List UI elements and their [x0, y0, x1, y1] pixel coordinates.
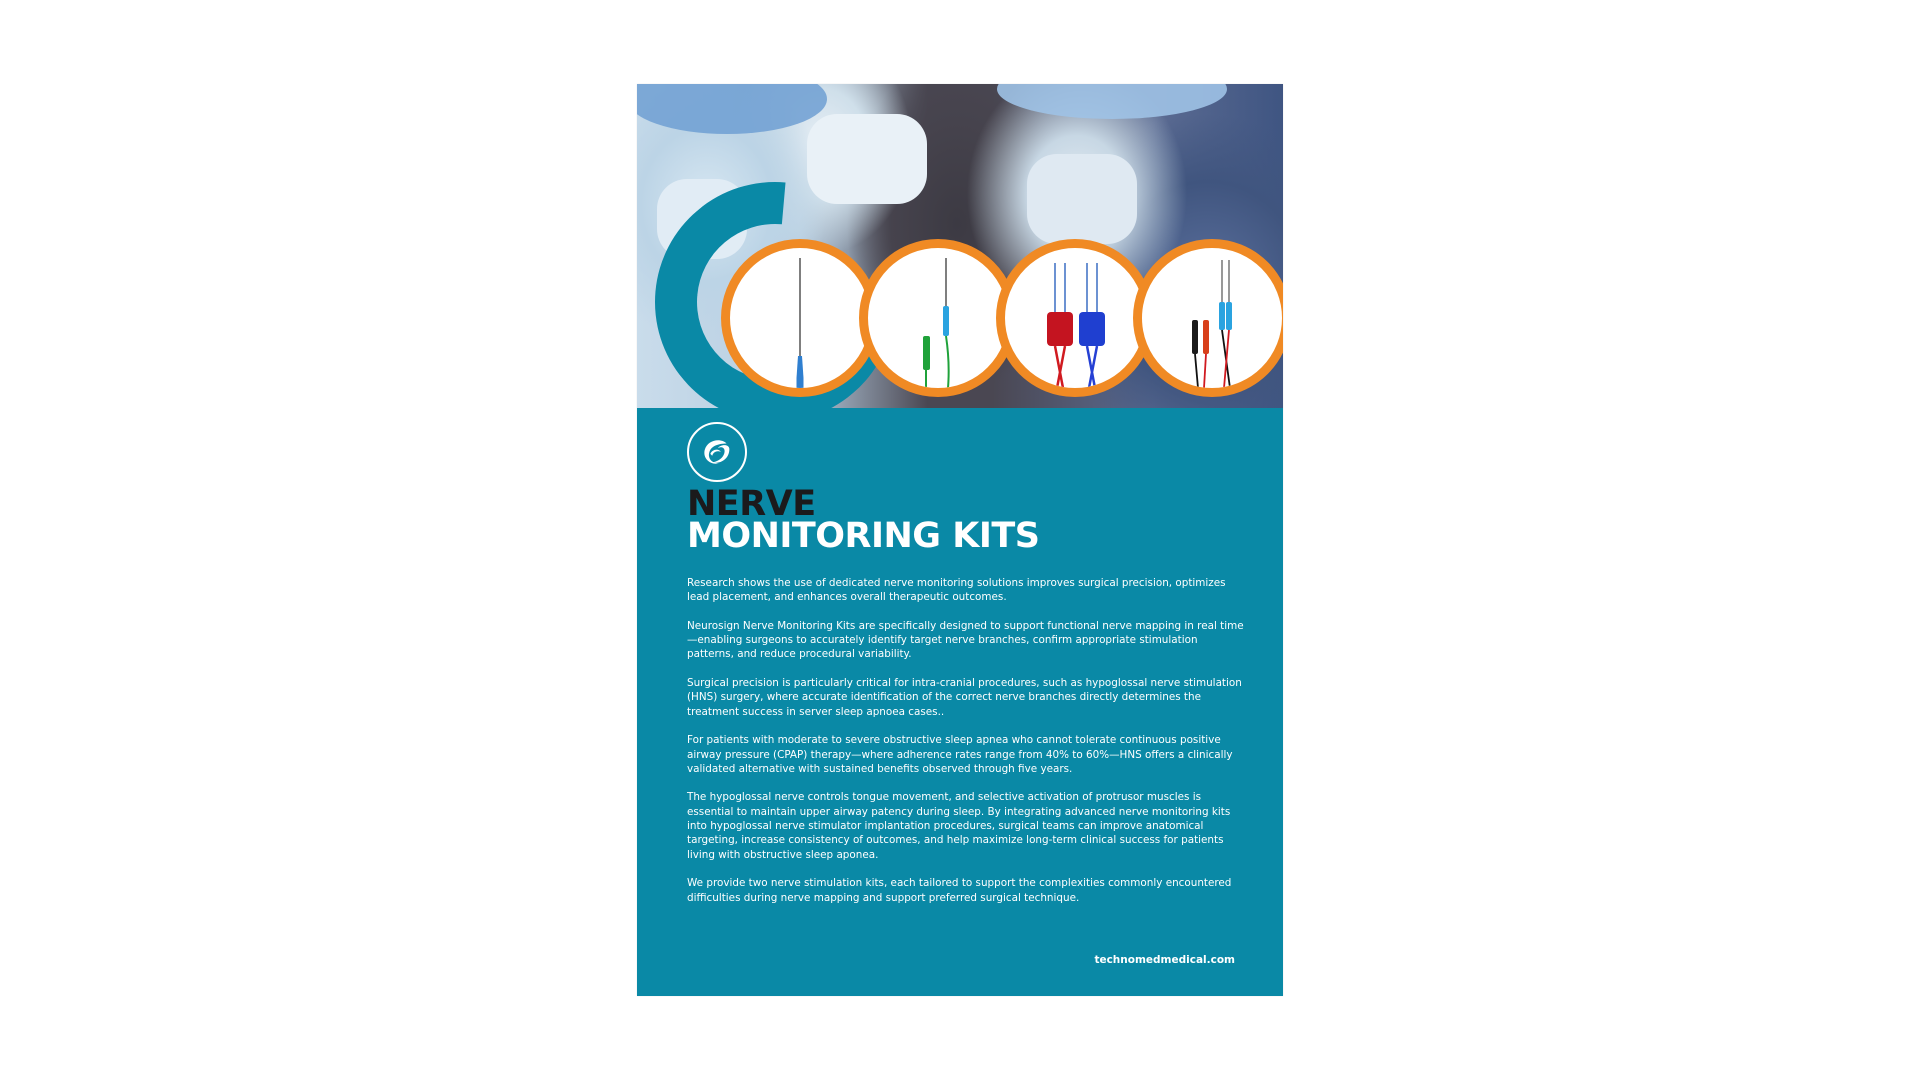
paired-electrodes-icon: [1005, 248, 1145, 388]
paragraph: Research shows the use of dedicated nerve monitoring solutions improves surgical precision, optimizes lead placement, and enhances overall therapeutic outcomes.: [687, 577, 1226, 604]
product-circle-electrode-set: [1133, 239, 1283, 397]
surgical-cap-shape: [997, 84, 1227, 119]
website-url: technomedmedical.com: [1094, 954, 1235, 966]
product-circle-bipolar-red-blue: [996, 239, 1154, 397]
technomed-swirl-logo-icon: [698, 433, 736, 471]
product-circle-green-lead: [859, 239, 1017, 397]
page-title: [687, 484, 1040, 556]
paragraph: We provide two nerve stimulation kits, each tailored to support the complexities commonly encountered difficulties during nerve mapping and support preferred surgical technique.: [687, 877, 1232, 904]
paragraph: For patients with moderate to severe obstructive sleep apnea who cannot tolerate continuous positive airway pressure (CPAP) therapy—where adherence rates range from 40% to 60%—HNS offers a clinically validated alternative with sustained benefits observed through five years.: [687, 734, 1233, 775]
company-logo: [687, 422, 747, 482]
surgical-mask-shape: [1027, 154, 1137, 244]
paragraph: Surgical precision is particularly critical for intra-cranial procedures, such as hypoglossal nerve stimulation (HNS) surgery, where accurate identification of the correct nerve branches directly determines the treatment success in server sleep apnoea cases..: [687, 677, 1242, 718]
electrode-set-icon: [1142, 248, 1282, 388]
product-circle-single-needle: [721, 239, 879, 397]
body-copy: [687, 576, 1247, 919]
surgical-cap-shape: [637, 84, 827, 134]
needle-electrode-icon: [730, 248, 870, 388]
paragraph: The hypoglossal nerve controls tongue movement, and selective activation of protrusor muscles is essential to maintain upper airway patency during sleep. By integrating advanced nerve monitoring kits into hypoglossal nerve stimulator implantation procedures, surgical teams can improve anatomical targeting, increase consistency of outcomes, and help maximize long-term clinical success for patients living with obstructive sleep aponea.: [687, 791, 1231, 861]
paragraph: Neurosign Nerve Monitoring Kits are specifically designed to support functional nerve mapping in real time—enabling surgeons to accurately identify target nerve branches, confirm appropriate stimulation patterns, and reduce procedural variability.: [687, 619, 1244, 661]
needle-electrode-green-icon: [868, 248, 1008, 388]
title-line-2: MONITORING KITS: [687, 516, 1040, 556]
surgical-mask-shape: [807, 114, 927, 204]
brochure-page: [637, 84, 1283, 996]
title-line-1: NERVE: [687, 484, 816, 524]
